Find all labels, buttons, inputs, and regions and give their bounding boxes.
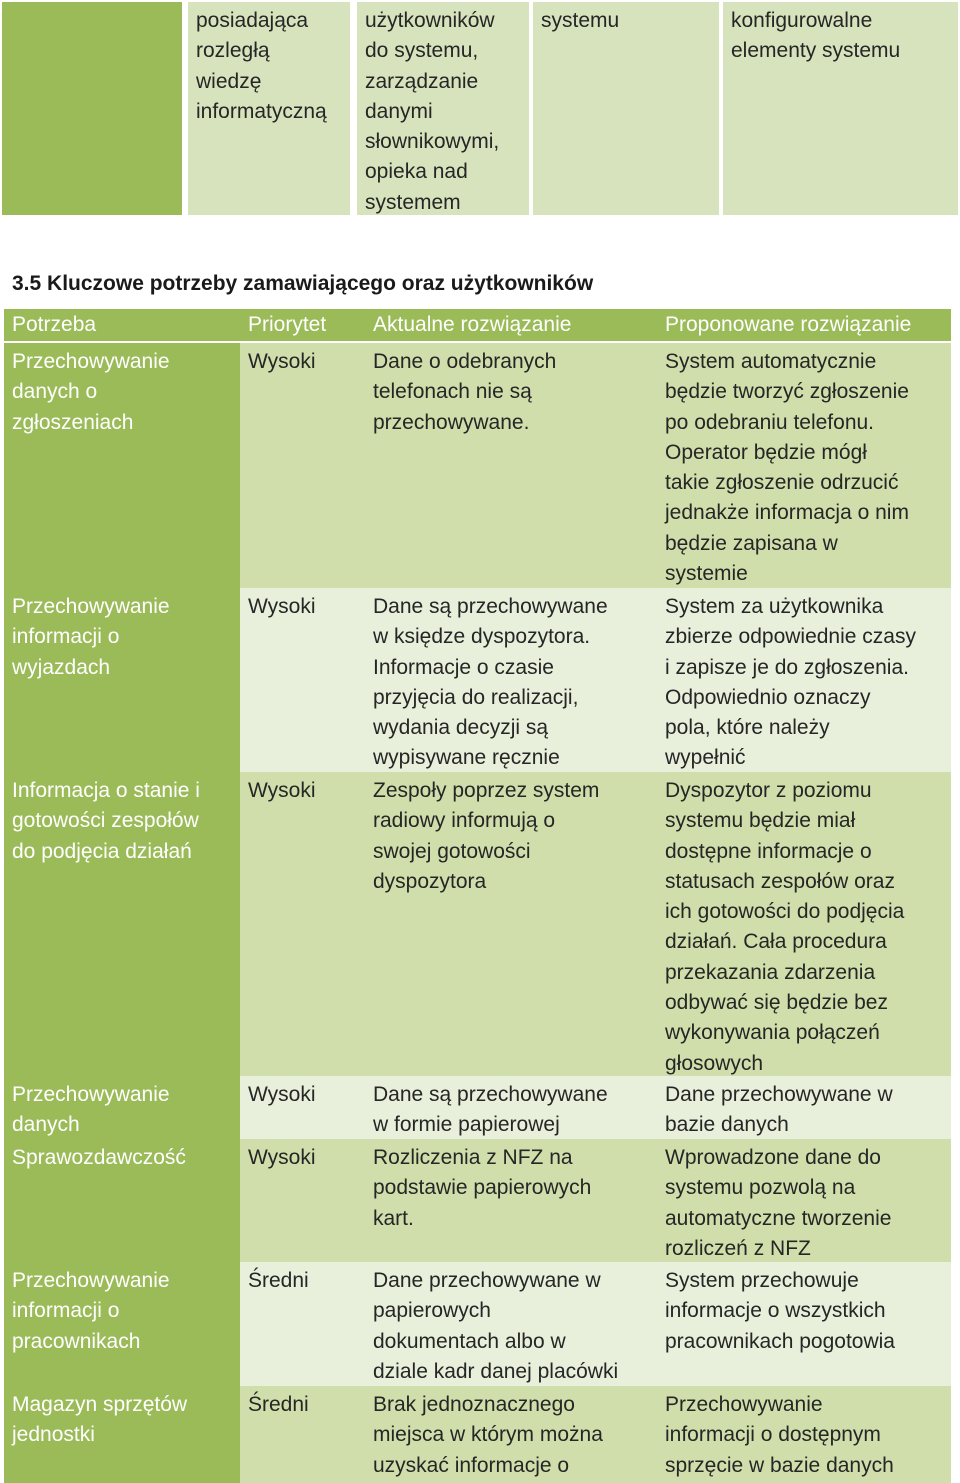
table-row-3-aktualne: Zespoły poprzez system radiowy informują o swojej gotowości dyspozytora xyxy=(365,772,657,1076)
table-row-6-aktualne: Dane przechowywane w papierowych dokumentach albo w dziale kadr danej placówki xyxy=(365,1262,657,1386)
section-heading: 3.5 Kluczowe potrzeby zamawiającego oraz użytkowników xyxy=(12,272,594,295)
table-row-7-aktualne: Brak jednoznacznego miejsca w którym można uzyskać informacje o xyxy=(365,1386,657,1483)
continuation-cell-rights xyxy=(357,2,529,215)
table-row-6-priorytet: Średni xyxy=(240,1262,365,1386)
continuation-cell-role-text xyxy=(188,2,350,215)
header-proponowane: Proponowane rozwiązanie xyxy=(657,309,951,341)
table-row-5-priorytet: Wysoki xyxy=(240,1139,365,1262)
table-row-4-proponowane: Dane przechowywane w bazie danych xyxy=(657,1076,951,1139)
table-row-3-proponowane: Dyspozytor z poziomu systemu będzie miał dostępne informacje o statusach zespołów oraz ich gotowości do podjęcia działań. Cała procedura przekazania zdarzenia odbywać się będzie bez wykonywania połączeń głosowych xyxy=(657,772,951,1076)
continuation-cell-role xyxy=(2,2,182,215)
table-row-5-aktualne: Rozliczenia z NFZ na podstawie papierowych kart. xyxy=(365,1139,657,1262)
header-priorytet: Priorytet xyxy=(240,309,365,341)
table-row-1-proponowane: System automatycznie będzie tworzyć zgłoszenie po odebraniu telefonu. Operator będzie mógł takie zgłoszenie odrzucić jednakże informacja o nim będzie zapisana w systemie xyxy=(657,343,951,588)
table-row-5-potrzeba: Sprawozdawczość xyxy=(4,1139,240,1262)
table-row-3-potrzeba: Informacja o stanie i gotowości zespołów do podjęcia działań xyxy=(4,772,240,1076)
table-row-4-aktualne: Dane są przechowywane w formie papierowej xyxy=(365,1076,657,1139)
table-row-1-priorytet: Wysoki xyxy=(240,343,365,588)
header-aktualne: Aktualne rozwiązanie xyxy=(365,309,657,341)
table-row-2-aktualne: Dane są przechowywane w księdze dyspozytora. Informacje o czasie przyjęcia do realizacji, wydania decyzji są wypisywane ręcznie xyxy=(365,588,657,772)
table-row-7-proponowane: Przechowywanie informacji o dostępnym sprzęcie w bazie danych xyxy=(657,1386,951,1483)
table-row-6-proponowane: System przechowuje informacje o wszystkich pracownikach pogotowia xyxy=(657,1262,951,1386)
continuation-text-4: konfigurowalne elementy systemu xyxy=(731,9,901,63)
continuation-text-3: systemu xyxy=(541,9,620,32)
continuation-cell-system xyxy=(533,2,719,215)
continuation-cell-config xyxy=(723,2,958,215)
table-row-4-potrzeba: Przechowywanie danych xyxy=(4,1076,240,1139)
continuation-text-1: posiadająca rozległą wiedzę informatyczną xyxy=(196,9,327,123)
table-row-5-proponowane: Wprowadzone dane do systemu pozwolą na automatyczne tworzenie rozliczeń z NFZ xyxy=(657,1139,951,1262)
table-row-2-proponowane: System za użytkownika zbierze odpowiednie czasy i zapisze je do zgłoszenia. Odpowiednio oznaczy pola, które należy wypełnić xyxy=(657,588,951,772)
table-row-6-potrzeba: Przechowywanie informacji o pracownikach xyxy=(4,1262,240,1386)
table-row-3-priorytet: Wysoki xyxy=(240,772,365,1076)
continuation-text-2: użytkowników do systemu, zarządzanie danymi słownikowymi, opieka nad systemem xyxy=(365,9,500,214)
table-row-1-aktualne: Dane o odebranych telefonach nie są przechowywane. xyxy=(365,343,657,588)
table-row-7-potrzeba: Magazyn sprzętów jednostki xyxy=(4,1386,240,1483)
table-row-2-priorytet: Wysoki xyxy=(240,588,365,772)
table-row-1-potrzeba: Przechowywanie danych o zgłoszeniach xyxy=(4,343,240,588)
table-row-2-potrzeba: Przechowywanie informacji o wyjazdach xyxy=(4,588,240,772)
table-row-4-priorytet: Wysoki xyxy=(240,1076,365,1139)
table-row-7-priorytet: Średni xyxy=(240,1386,365,1483)
header-potrzeba: Potrzeba xyxy=(4,309,240,341)
